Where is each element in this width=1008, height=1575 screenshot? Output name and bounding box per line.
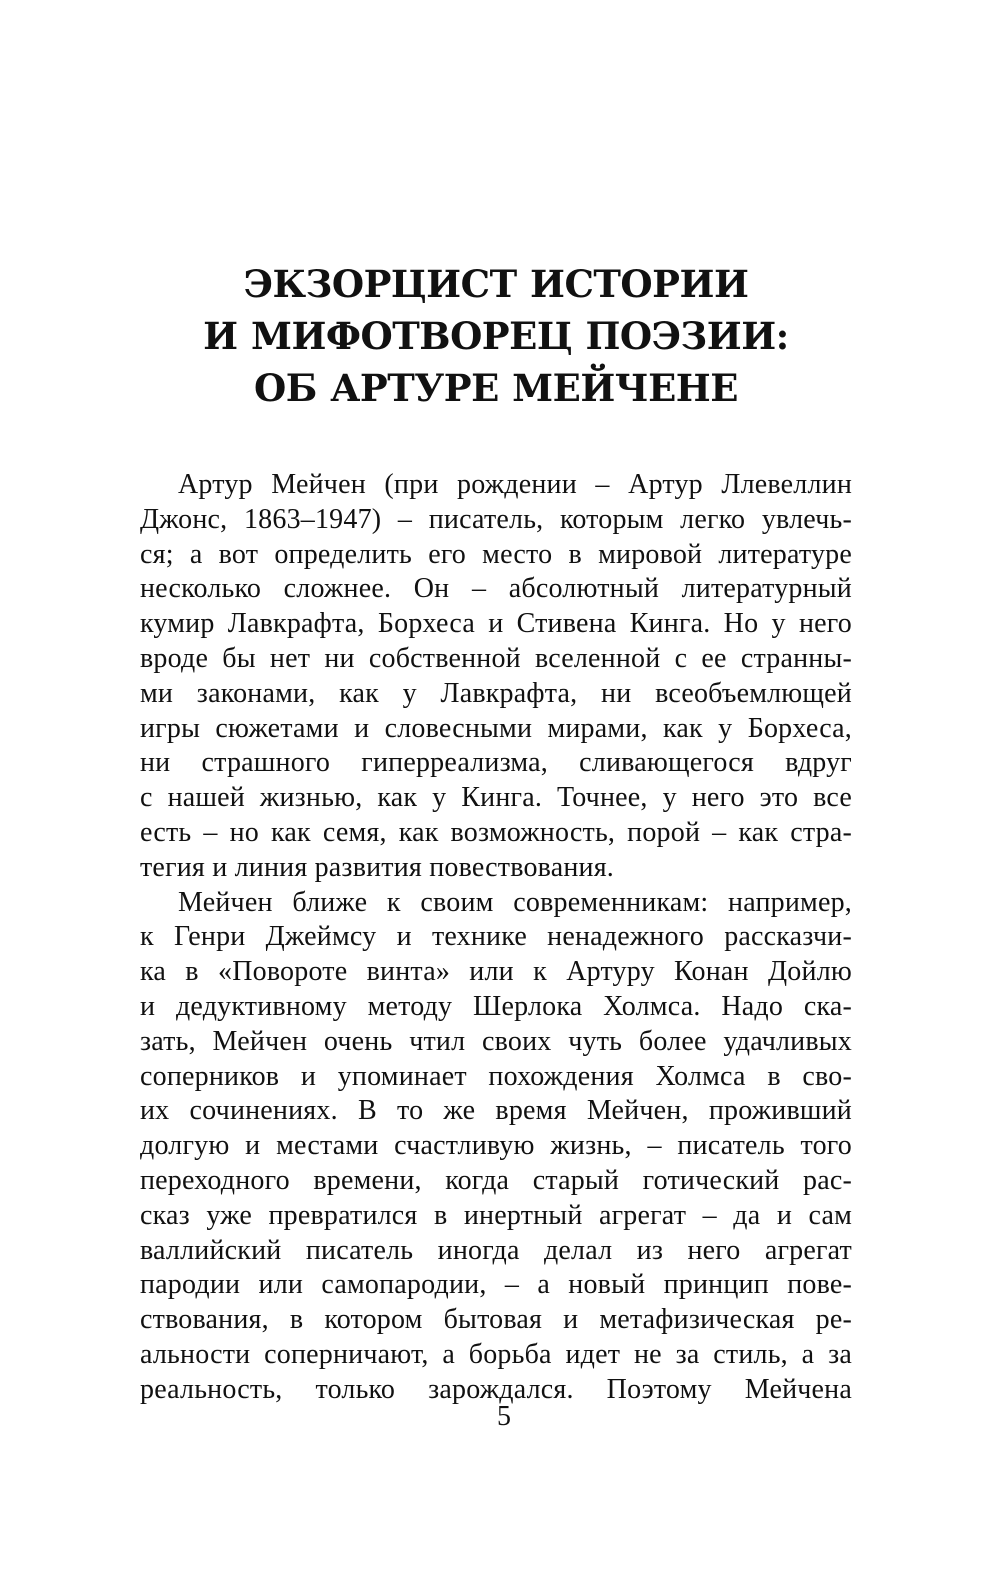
- text-line: вроде бы нет ни собственной вселенной с ее странны-: [140, 642, 852, 674]
- text-line: зать, Мейчен очень чтил своих чуть более удачливых: [140, 1025, 852, 1057]
- text-line: их сочинениях. В то же время Мейчен, проживший: [140, 1095, 852, 1127]
- text-line: несколько сложнее. Он – абсолютный литературный: [140, 573, 852, 605]
- text-line: с нашей жизнью, как у Кинга. Точнее, у него это все: [140, 782, 852, 814]
- chapter-title: [140, 258, 852, 414]
- page-number: 5: [497, 1401, 511, 1432]
- text-line: Мейчен ближе к своим современникам: например,: [178, 886, 852, 918]
- text-line: соперников и упоминает похождения Холмса в сво-: [140, 1060, 852, 1092]
- text-line: и дедуктивному методу Шерлока Холмса. Надо ска-: [140, 990, 852, 1022]
- text-line: к Генри Джеймсу и технике ненадежного рассказчи-: [140, 921, 852, 953]
- text-line: ни страшного гиперреализма, сливающегося вдруг: [140, 747, 852, 779]
- text-line: игры сюжетами и словесными мирами, как у Борхеса,: [140, 712, 852, 744]
- text-line: ся; а вот определить его место в мировой литературе: [140, 538, 852, 570]
- text-line: сказ уже превратился в инертный агрегат – да и сам: [140, 1199, 852, 1231]
- paragraph-2: [140, 886, 852, 1408]
- text-line: ка в «Повороте винта» или к Артуру Конан Дойлю: [140, 956, 852, 988]
- chapter-title-line: И МИФОТВОРЕЦ ПОЭЗИИ:: [203, 314, 789, 358]
- text-line: переходного времени, когда старый готический рас-: [140, 1164, 852, 1196]
- text-line: тегия и линия развития повествования.: [140, 851, 614, 883]
- text-line: альности соперничают, а борьба идет не за стиль, а за: [140, 1338, 852, 1370]
- text-line: ми законами, как у Лавкрафта, ни всеобъемлющей: [140, 677, 852, 709]
- text-line: долгую и местами счастливую жизнь, – писатель того: [140, 1130, 852, 1162]
- text-line: Джонс, 1863–1947) – писатель, которым легко увлечь-: [140, 503, 852, 535]
- text-line: Артур Мейчен (при рождении – Артур Ллевеллин: [178, 469, 852, 500]
- text-line: кумир Лавкрафта, Борхеса и Стивена Кинга. Но у него: [140, 608, 852, 640]
- text-line: пародии или самопародии, – а новый принцип пове-: [140, 1269, 852, 1301]
- text-line: валлийский писатель иногда делал из него агрегат: [140, 1234, 852, 1266]
- body-text: [140, 468, 852, 1408]
- paragraph-1: [140, 468, 852, 886]
- chapter-title-line: ЭКЗОРЦИСТ ИСТОРИИ: [243, 262, 749, 306]
- chapter-title-line: ОБ АРТУРЕ МЕЙЧЕНЕ: [254, 366, 738, 410]
- text-line: ствования, в котором бытовая и метафизическая ре-: [140, 1304, 852, 1336]
- text-line: реальность, только зарождался. Поэтому Мейчена: [140, 1373, 852, 1405]
- text-line: есть – но как семя, как возможность, порой – как стра-: [140, 816, 852, 848]
